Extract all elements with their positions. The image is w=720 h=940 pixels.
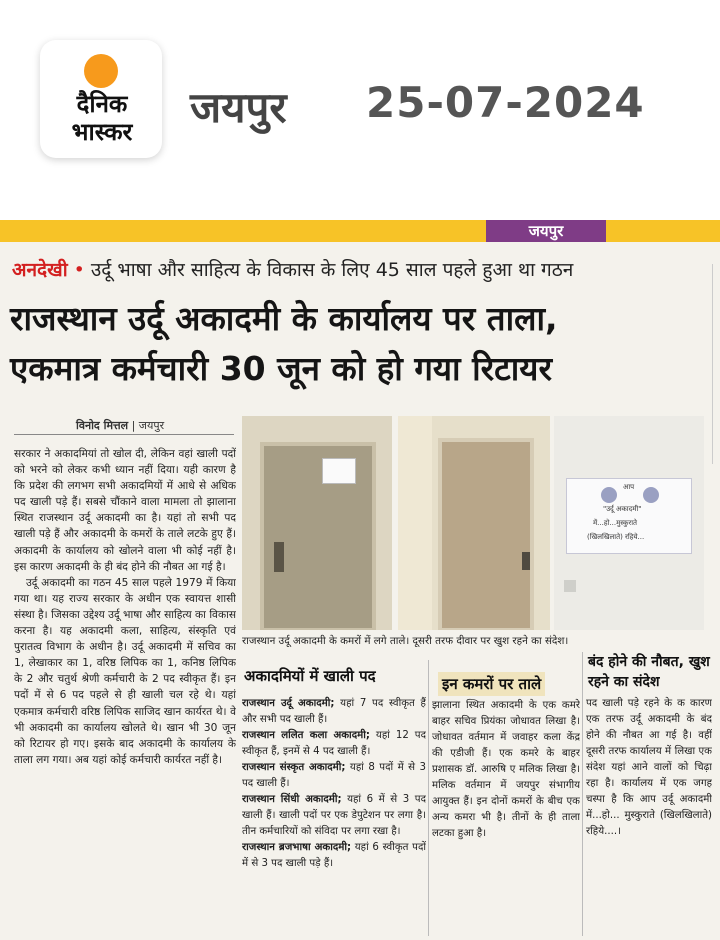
vacancy-item xyxy=(242,728,426,760)
newspaper-clipping xyxy=(0,220,720,940)
byline-place: जयपुर xyxy=(138,419,165,432)
column-divider xyxy=(428,660,429,936)
body-paragraph-1: सरकार ने अकादमियां तो खोल दी, लेकिन वहां खाली पदों को भरने को लेकर कभी ध्यान नहीं दिया। यही कारण है कि प्रदेश की लगभग सभी अकादमियों में आधे से अधिक पद खाली पड़े हैं। सबसे चौंकाने वाला मामला तो झालाना स्थित राजस्थान उर्दू अकादमी का है। यहां तो सभी पद खाली पड़े हैं और अकादमी के कमरों के ताले लटके हुए हैं। अकादमी के कार्यालय को खोलने वाला भी कोई नहीं है। इस कारण अकादमी के ही बंद होने की नौबत आ गई है। xyxy=(14,448,236,573)
vacancy-name: राजस्थान सिंधी अकादमी; xyxy=(242,794,342,805)
vacancy-name: राजस्थान संस्कृत अकादमी; xyxy=(242,762,346,773)
page-header xyxy=(0,0,720,220)
pin-icon xyxy=(564,580,576,592)
vacancy-item xyxy=(242,696,426,728)
door-notice xyxy=(322,458,356,484)
smiley-icon xyxy=(643,487,659,503)
byline-rule xyxy=(14,434,234,435)
photo-locked-door-1 xyxy=(242,416,392,630)
byline-name: विनोद मित्तल xyxy=(76,419,129,432)
byline: विनोद मित्तल | जयपुर xyxy=(76,419,165,432)
vacancy-item xyxy=(242,760,426,792)
headline-line-1: राजस्थान उर्दू अकादमी के कार्यालय पर ताला, xyxy=(10,299,558,338)
photo-wall-notice xyxy=(554,416,704,630)
vacancy-name: राजस्थान उर्दू अकादमी; xyxy=(242,698,335,709)
vacancies-list xyxy=(242,696,426,936)
lock-icon xyxy=(522,552,530,570)
vacancy-text: यहां 7 पद स्वीकृत हैं और सभी पद खाली हैं। xyxy=(242,698,426,725)
locked-rooms-heading: इन कमरों पर ताले xyxy=(438,672,545,696)
kicker-label: अनदेखी xyxy=(12,259,68,281)
locked-rooms-text: झालाना स्थित अकादमी के एक कमरे बाहर सचिव प्रियंका जोधावत लिखा है। जोधावत वर्तमान में जवाहर कला केंद्र की एडीजी हैं। एक कमरे के बाहर प्रशासक डॉ. आरुषि ए मलिक लिखा है। मलिक वर्तमान में जयपुर संभागीय आयुक्त हैं। इन दोनों कमरों के बीच एक अन्य कमरा भी है। तीनों के ही ताला लटका हुआ है। xyxy=(432,700,580,839)
door-image xyxy=(438,438,534,630)
sun-icon xyxy=(84,54,118,88)
photo-locked-door-2 xyxy=(398,416,550,630)
adjacent-column-edge xyxy=(712,264,720,464)
logo-text: दैनिक भास्कर xyxy=(71,90,133,146)
door-image xyxy=(260,442,376,630)
bullet-icon: • xyxy=(73,259,85,281)
vacancy-text: यहां 8 पदों में से 3 पद खाली हैं। xyxy=(242,762,426,789)
edition-date: 25-07-2024 xyxy=(366,78,645,127)
notice-line-4: (खिलखिलाते) रहिये... xyxy=(587,533,645,541)
body-paragraph-2: उर्दू अकादमी का गठन 45 साल पहले 1979 में किया गया था। यह राज्य सरकार के अधीन एक स्वायत्त शासी संस्था है। जिसका उद्देश्य उर्दू भाषा और साहित्य का विकास करना है। यह अकादमी कला, साहित्य, संस्कृति एवं पुरातत्व विभाग के अधीन है। उर्दू अकादमी में सचिव का 1, लेखाकार का 1, वरिष्ठ लिपिक का 1, कनिष्ठ लिपिक के 2 और चतुर्थ श्रेणी कर्मचारी के 2 पद स्वीकृत हैं। इन पदों में से 6 पद पहले से ही खाली चल रहे थे। यहां एकमात्र कर्मचारी वरिष्ठ लिपिक साजिद खान कार्यरत थे। वे भी अकादमी का कार्यालय खोलते थे। खान भी 30 जून को रिटायर हो गए। इसके बाद अकादमी के कार्यालय के ताला लग गया। अब यहां कोई कर्मचारी कार्यरत नहीं है। xyxy=(14,576,236,766)
kicker-text: उर्दू भाषा और साहित्य के विकास के लिए 45 साल पहले हुआ था गठन xyxy=(90,259,574,281)
notice-line-3: में...हो...मुस्कुराते xyxy=(593,519,638,527)
vacancy-text: यहां 6 स्वीकृत पदों में से 3 पद खाली पड़े हैं। xyxy=(242,842,426,869)
notice-line-1: आप xyxy=(623,483,635,491)
headline xyxy=(10,294,700,394)
lock-icon xyxy=(274,542,284,572)
vacancy-name: राजस्थान ललित कला अकादमी; xyxy=(242,730,370,741)
column-divider xyxy=(582,652,583,936)
vacancy-text: यहां 12 पद स्वीकृत हैं, इनमें से 4 पद खाली हैं। xyxy=(242,730,426,757)
section-tag: जयपुर xyxy=(486,220,606,242)
vacancy-text: यहां 6 में से 3 पद खाली हैं। खाली पदों पर एक डेपुटेशन पर लगा है। तीन कर्मचारियों को संविदा पर लगा रखा है। xyxy=(242,794,426,837)
vacancy-item xyxy=(242,792,426,840)
section-stripe xyxy=(0,220,720,242)
closure-text: पद खाली पड़े रहने के क कारण एक तरफ उर्दू अकादमी के बंद होने की नौबत आ गई है। वहीं दूसरी तरफ कार्यालय में लिखा एक संदेश यहां आने वालों को चिढ़ा रहा है। कार्यालय में एक जगह चस्पा है कि आप उर्दू अकादमी में...हो... मुस्कुराते (खिलखिलाते) रहिये....। xyxy=(586,698,712,837)
notice-line-2: "उर्दू अकादमी" xyxy=(603,505,642,513)
smile-notice xyxy=(566,478,692,554)
smiley-icon xyxy=(601,487,617,503)
kicker xyxy=(12,256,573,282)
body-column xyxy=(14,446,236,936)
closure-heading: बंद होने की नौबत, खुश रहने का संदेश xyxy=(588,654,710,690)
vacancy-item xyxy=(242,840,426,872)
edition-city: जयपुर xyxy=(190,83,287,132)
headline-line-2: एकमात्र कर्मचारी 30 जून को हो गया रिटायर xyxy=(10,349,552,388)
photo-caption: राजस्थान उर्दू अकादमी के कमरों में लगे ताले। दूसरी तरफ दीवार पर खुश रहने का संदेश। xyxy=(242,635,569,647)
dainik-bhaskar-logo xyxy=(40,40,162,158)
vacancies-heading: अकादमियों में खाली पद xyxy=(244,667,376,685)
vacancy-name: राजस्थान ब्रजभाषा अकादमी; xyxy=(242,842,352,853)
wall xyxy=(398,416,432,630)
